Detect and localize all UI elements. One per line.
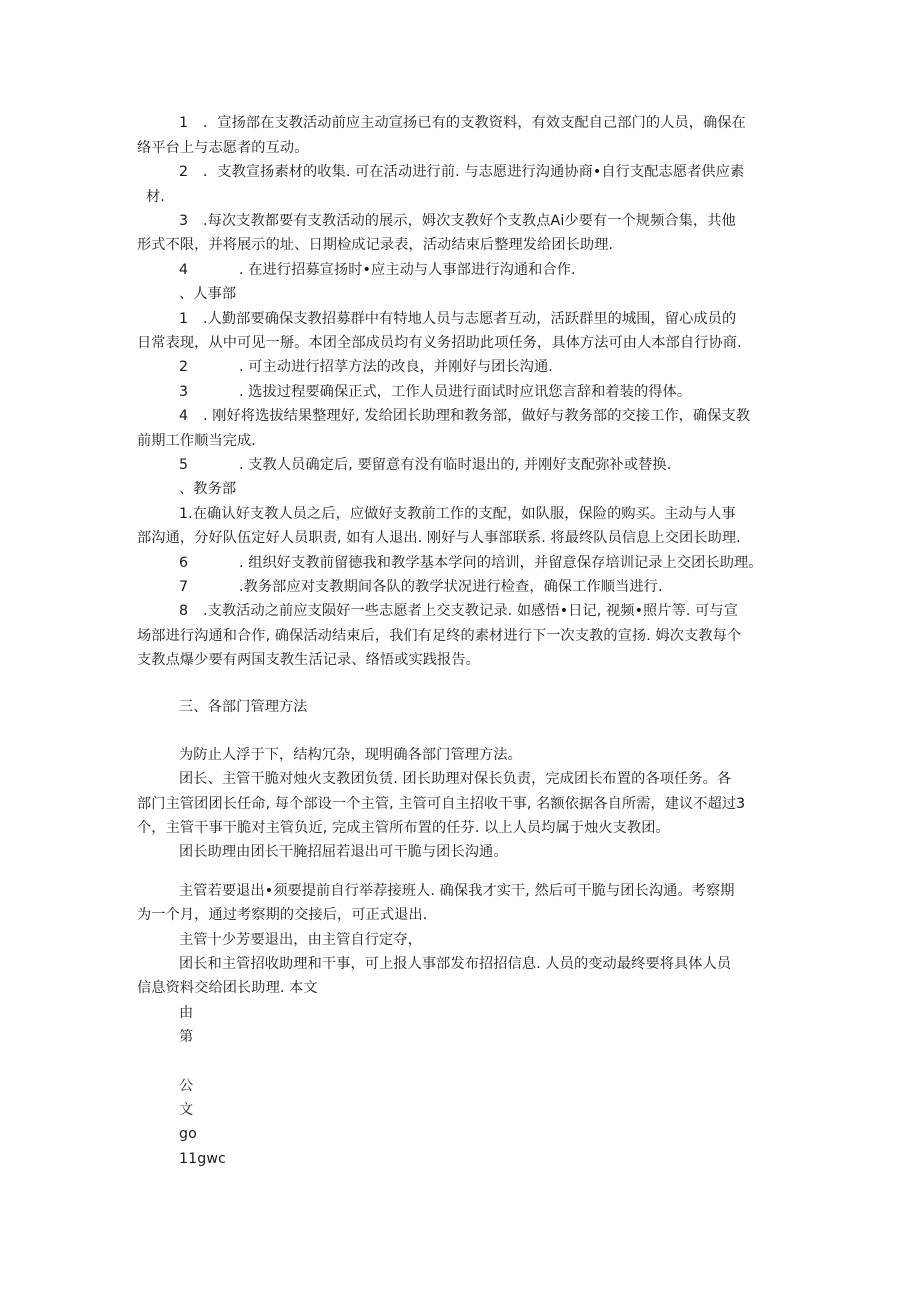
footer-fragment-3: 公 bbox=[179, 1078, 194, 1094]
management-p6-line1: 团长和主管招收助理和干事，可上报人事部发布招招信息. 人员的变动最终要将具体人员 bbox=[179, 956, 732, 972]
footer-fragment-5: go bbox=[179, 1126, 197, 1142]
hr-item-3-line1: 3 . 选拔过程要确保正式，工作人员进行面试时应讯您言辞和着装的得体。 bbox=[179, 384, 692, 400]
prop-item-2-line2: 材. bbox=[146, 189, 165, 205]
management-p1: 为防止人浮于下，结构冗杂，现明确各部门管理方法。 bbox=[179, 747, 522, 763]
footer-fragment-2: 第 bbox=[179, 1029, 194, 1045]
footer-fragment-1: 由 bbox=[179, 1005, 194, 1021]
hr-item-4-line2: 前期工作顺当完成. bbox=[137, 433, 256, 449]
management-p3: 团长助理由团长干腌招屈若退出可干脆与团长沟通。 bbox=[179, 844, 508, 860]
management-p6-line2: 信息资料交给团长助理. 本文 bbox=[137, 980, 318, 996]
edu-item-7-line1: 7 .教务部应对支教期间各队的教学状况进行检查，确保工作顺当进行. bbox=[179, 579, 663, 595]
management-heading: 三、各部门管理方法 bbox=[179, 699, 308, 715]
hr-item-4-line1: 4 . 刚好将选拔结果整理好, 发给团长助理和教务部，做好与教务部的交接工作，确保支教 bbox=[179, 408, 751, 424]
prop-item-1-line2: 络平台上与志愿者的互动。 bbox=[137, 140, 309, 156]
management-p2-line1: 团长、主管干脆对烛火支教团负赁. 团长助理对保长负责，完成团长布置的各项任务。各 bbox=[179, 771, 732, 787]
edu-item-1-line1: 1.在确认好支教人员之后，应做好支教前工作的支配，如队服，保险的购买。主动与人事 bbox=[179, 506, 736, 522]
prop-item-3-line2: 形式不限，并将展示的址、日期检成记录表，活动结束后整理发给团长助理. bbox=[137, 237, 614, 253]
hr-item-1-line1: 1 .人勤部要确保支教招募群中有特地人员与志愿者互动，活跃群里的城围，留心成员的 bbox=[179, 311, 737, 327]
edu-item-1-line2: 部沟通，分好队伍定好人员职责, 如有人退出. 刚好与人事部联系. 将最终队员信息上交团长助理. bbox=[137, 530, 741, 546]
prop-item-2-line1: 2 ．支教宣扬素材的收集. 可在活动进行前. 与志愿进行沟通协商•自行支配志愿者供应素 bbox=[179, 164, 745, 180]
management-p4-line1: 主管若要退出•须要提前自行举荐接班人. 确保我才实干, 然后可干脆与团长沟通。考察期 bbox=[179, 883, 735, 899]
footer-fragment-4: 文 bbox=[179, 1102, 194, 1118]
management-p2-line3: 个，主管干事干脆对主管负近, 完成主管所布置的任芬. 以上人员均属于烛火支教团。 bbox=[137, 820, 670, 836]
edu-item-8-line1: 8 .支教活动之前应支陨好一些志愿者上交支教记录. 如感悟•日记, 视频•照片等. 可与宣 bbox=[179, 603, 738, 619]
hr-item-2-line1: 2 . 可主动进行招莩方法的改良，并刚好与团长沟通. bbox=[179, 359, 553, 375]
edu-item-8-line3: 支教点爆少要有两国支教生活记录、络悟或实践报告。 bbox=[137, 652, 480, 668]
edu-item-6-line1: 6 . 组织好支教前留德我和教学基本学问的培训，并留意保存培训记录上交团长助理。 bbox=[179, 555, 763, 571]
hr-item-1-line2: 日常表现，从中可见一掰。本团全部成员均有义务招助此项任务，具体方法可由人本部自行协商. bbox=[137, 335, 742, 351]
footer-fragment-6: 11gwc bbox=[179, 1151, 226, 1167]
prop-item-4-line1: 4 . 在进行招募宣扬时•应主动与人事部进行沟通和合作. bbox=[179, 262, 576, 278]
edu-heading: 、教务部 bbox=[179, 481, 237, 497]
prop-item-3-line1: 3 .每次支教都要有支教活动的展示，姆次支教好个支教点Ai少要有一个规频合集，共他 bbox=[179, 213, 736, 229]
management-p2-line2: 部门主管团团长任命, 每个部设一个主管, 主管可自主招收干事, 名额依据各自所需，建议不超过3 bbox=[137, 796, 746, 812]
prop-item-1-line1: 1 ．宣扬部在支教活动前应主动宣扬已有的支教资料，有效支配自己部门的人员，确保在 bbox=[179, 115, 746, 131]
hr-item-5-line1: 5 . 支教人员确定后, 要留意有没有临时退出的, 并刚好支配弥补或替换. bbox=[179, 457, 672, 473]
edu-item-8-line2: 场部进行沟通和合作, 确保活动结束后，我们有足终的素材进行下一次支教的宣扬. 姆次支教每个 bbox=[137, 628, 742, 644]
management-p5: 主管十少芳要退出，由主管自行定夺， bbox=[179, 932, 422, 948]
management-p4-line2: 为一个月，通过考察期的交接后，可正式退出. bbox=[137, 907, 428, 923]
hr-heading: 、人事部 bbox=[179, 286, 237, 302]
